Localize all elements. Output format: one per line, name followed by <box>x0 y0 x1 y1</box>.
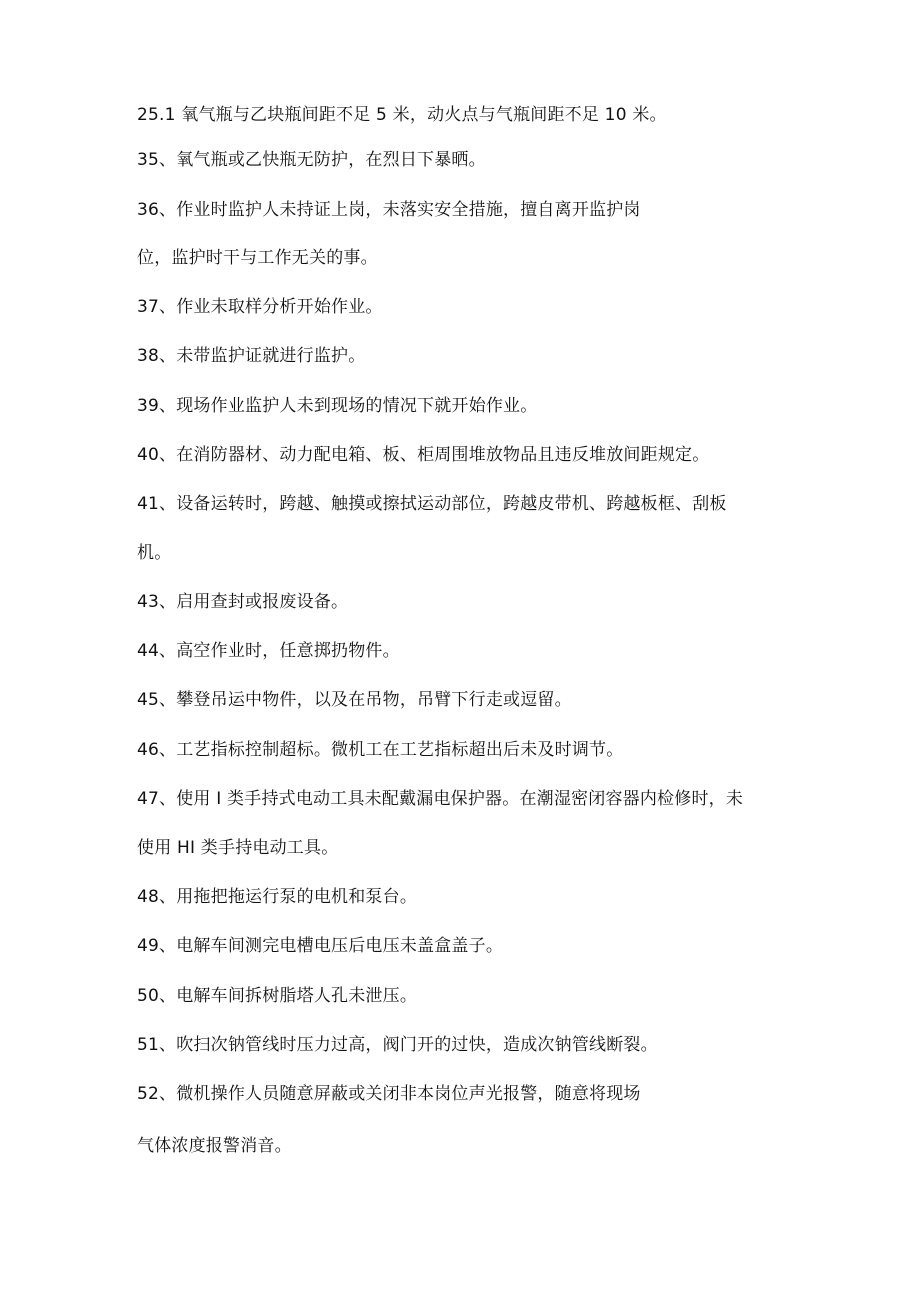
line-37: 37、作业未取样分析开始作业。 <box>137 297 383 317</box>
line-36-cont: 位，监护时干与工作无关的事。 <box>137 248 378 268</box>
line-41: 41、设备运转时，跨越、触摸或擦拭运动部位，跨越皮带机、跨越板框、刮板 <box>137 494 727 514</box>
line-40: 40、在消防器材、动力配电箱、板、柜周围堆放物品且违反堆放间距规定。 <box>137 445 710 465</box>
line-44: 44、高空作业时，任意掷扔物件。 <box>137 641 400 661</box>
line-36: 36、作业时监护人未持证上岗，未落实安全措施，擅自离开监护岗 <box>137 200 641 220</box>
line-48: 48、用拖把拖运行泵的电机和泵台。 <box>137 887 418 907</box>
line-46: 46、工艺指标控制超标。微机工在工艺指标超出后未及时调节。 <box>137 740 624 760</box>
line-52-cont: 气体浓度报警消音。 <box>137 1136 292 1156</box>
line-45: 45、攀登吊运中物件，以及在吊物，吊臂下行走或逗留。 <box>137 690 572 710</box>
line-51: 51、吹扫次钠管线时压力过高，阀门开的过快，造成次钠管线断裂。 <box>137 1035 658 1055</box>
line-25-1: 25.1 氧气瓶与乙块瓶间距不足 5 米，动火点与气瓶间距不足 10 米。 <box>137 105 667 125</box>
line-35: 35、氧气瓶或乙快瓶无防护，在烈日下暴晒。 <box>137 150 486 170</box>
line-39: 39、现场作业监护人未到现场的情况下就开始作业。 <box>137 396 538 416</box>
line-43: 43、启用查封或报废设备。 <box>137 592 349 612</box>
line-47: 47、使用 I 类手持式电动工具未配戴漏电保护器。在潮湿密闭容器内检修时，未 <box>137 789 744 809</box>
line-41-cont: 机。 <box>137 543 172 563</box>
line-49: 49、电解车间测完电槽电压后电压未盖盒盖子。 <box>137 936 504 956</box>
line-50: 50、电解车间拆树脂塔人孔未泄压。 <box>137 986 418 1006</box>
line-38: 38、未带监护证就进行监护。 <box>137 346 366 366</box>
line-47-cont: 使用 HI 类手持电动工具。 <box>137 838 339 858</box>
line-52: 52、微机操作人员随意屏蔽或关闭非本岗位声光报警，随意将现场 <box>137 1084 641 1104</box>
